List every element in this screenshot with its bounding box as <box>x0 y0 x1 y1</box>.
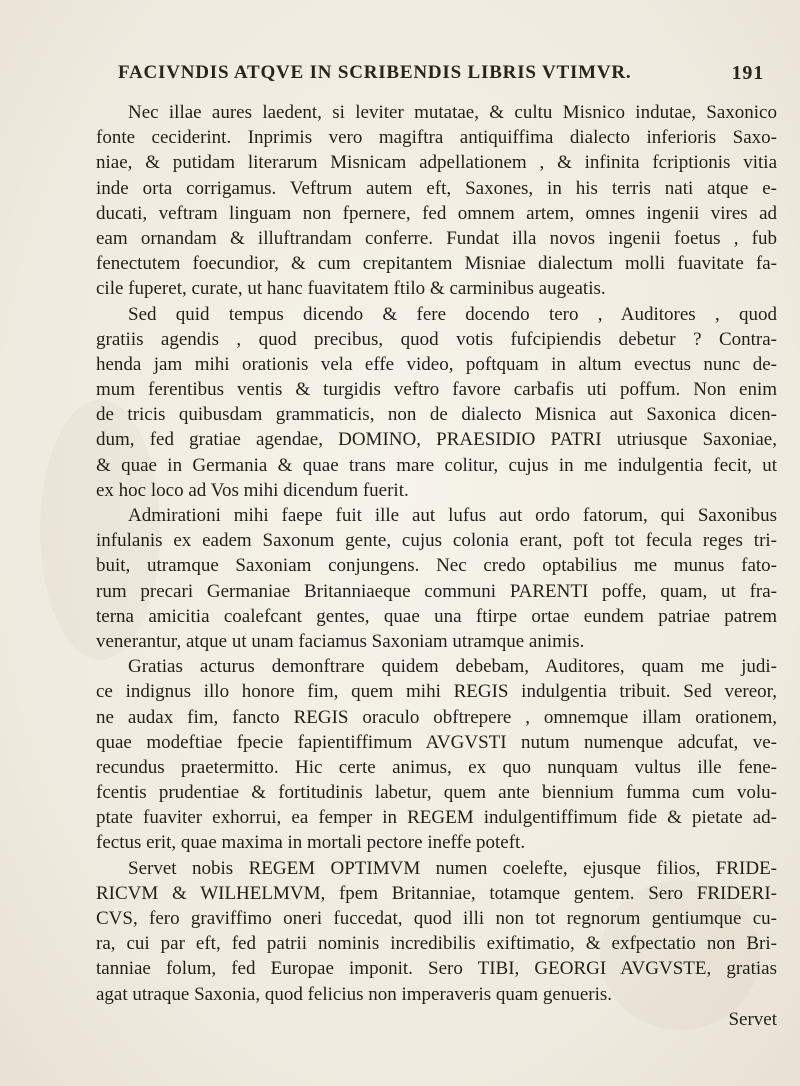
text-line: tanniae folum, fed Europae imponit. Sero TIBI, GEORGI AVGVSTE, gratias <box>96 958 777 980</box>
text-line: fonte ceciderint. Inprimis vero magiftra antiquiffima dialecto inferioris Saxo- <box>96 127 777 149</box>
text-line: RICVM & WILHELMVM, fpem Britanniae, totamque gentem. Sero FRIDERI- <box>96 882 777 904</box>
text-line: ra, cui par eft, fed patrii nominis incredibilis exiftimatio, & exfpectatio non Bri- <box>96 933 777 955</box>
text-line: rum precari Germaniae Britanniaeque communi PARENTI poffe, quam, ut fra- <box>96 580 777 602</box>
text-line: ducati, veftram linguam non fpernere, fed omnem artem, omnes ingenii vires ad <box>96 202 777 224</box>
body-text <box>96 100 777 1032</box>
text-line: cile fuperet, curate, ut hanc fuavitatem ftilo & carminibus augeatis. <box>96 278 606 300</box>
text-line: de tricis quibusdam grammaticis, non de dialecto Misnica aut Saxonica dicen- <box>96 404 777 426</box>
text-line: ex hoc loco ad Vos mihi dicendum fuerit. <box>96 479 409 501</box>
text-line: CVS, fero graviffimo oneri fuccedat, quod illi non tot regnorum gentiumque cu- <box>96 908 777 929</box>
catchword: Servet <box>728 1008 777 1030</box>
text-line: gratiis agendis , quod precibus, quod votis fufcipiendis debetur ? Contra- <box>96 328 777 350</box>
text-line: quae modeftiae fpecie fapientiffimum AVGVSTI nutum numenque adcufat, ve- <box>96 731 777 753</box>
text-line: Admirationi mihi faepe fuit ille aut lufus aut ordo fatorum, qui Saxonibus <box>128 505 777 526</box>
text-line: eam ornandam & illuftrandam conferre. Fundat illa novos ingenii foetus , fub <box>96 227 777 249</box>
text-line: Gratias acturus demonftrare quidem debebam, Auditores, quam me judi- <box>128 656 777 678</box>
text-line: ne audax fim, fancto REGIS oraculo obftrepere , omnemque illam orationem, <box>96 706 777 728</box>
text-line: Sed quid tempus dicendo & fere docendo tero , Auditores , quod <box>128 303 777 325</box>
text-line: ptate fuaviter exhorrui, ea femper in REGEM indulgentiffimum fide & pietate ad- <box>96 807 777 829</box>
text-line: inde orta corrigamus. Veftrum autem eft, Saxones, in his terris nati atque e- <box>96 177 777 199</box>
text-line: ce indignus illo honore fim, quem mihi REGIS indulgentia tribuit. Sed vereor, <box>96 681 777 703</box>
text-line: venerantur, atque ut unam faciamus Saxoniam utramque animis. <box>96 630 585 652</box>
running-head-title: FACIVNDIS ATQVE IN SCRIBENDIS LIBRIS VTIMVR. <box>118 62 632 83</box>
text-line: buit, utramque Saxoniam conjungens. Nec credo optabilius me munus fato- <box>96 555 777 577</box>
text-line: Servet nobis REGEM OPTIMVM numen coelefte, ejusque filios, FRIDE- <box>128 857 777 879</box>
text-line: dum, fed gratiae agendae, DOMINO, PRAESIDIO PATRI utriusque Saxoniae, <box>96 429 777 451</box>
text-line: fcentis prudentiae & fortitudinis labetur, quem ante biennium fumma cum volu- <box>96 782 777 804</box>
page-number: 191 <box>731 62 764 84</box>
text-line: fenectutem foecundior, & cum crepitantem Misniae dialectum molli fuavitate fa- <box>96 253 777 275</box>
text-line: mum ferentibus ventis & turgidis veftro favore carbafis uti poffum. Non enim <box>96 379 777 401</box>
running-head <box>118 62 764 92</box>
text-line: henda jam mihi orationis vela effe video, poftquam in altum evectus nunc de- <box>96 353 777 375</box>
text-line: agat utraque Saxonia, quod felicius non imperaveris quam genueris. <box>96 983 613 1005</box>
text-line: & quae in Germania & quae trans mare colitur, cujus in me indulgentia fecit, ut <box>96 454 777 476</box>
text-line: niae, & putidam literarum Misnicam adpellationem , & infinita fcriptionis vitia <box>96 152 777 174</box>
text-line: infulanis ex eadem Saxonum gente, cujus colonia erant, poft tot fecula reges tri- <box>96 530 777 552</box>
text-line: terna amicitia coalefcant gentes, quae una ftirpe ortae eundem patriae patrem <box>96 605 777 627</box>
text-line: Nec illae aures laedent, si leviter mutatae, & cultu Misnico indutae, Saxonico <box>128 102 777 123</box>
text-line: fectus erit, quae maxima in mortali pectore ineffe poteft. <box>96 832 526 854</box>
text-line: recundus praetermitto. Hic certe animus, ex quo nunquam vultus ille fene- <box>96 756 777 778</box>
